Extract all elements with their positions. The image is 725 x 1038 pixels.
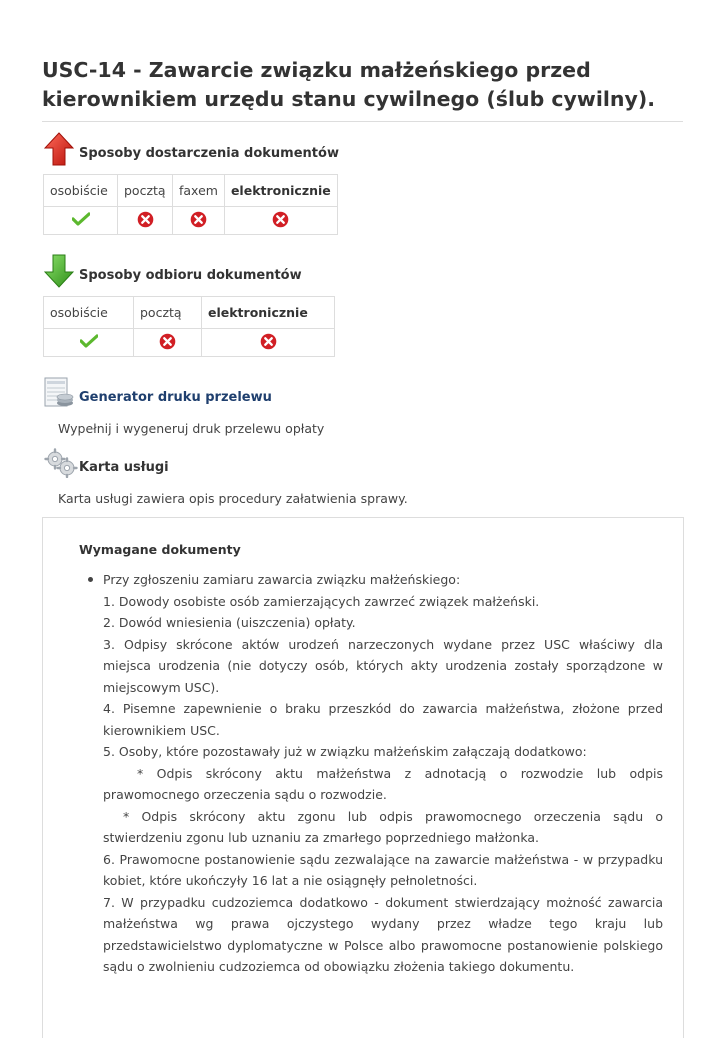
required-documents-heading: Wymagane dokumenty [79, 542, 241, 557]
required-documents-list [103, 569, 663, 978]
list-item: Przy zgłoszeniu zamiaru zawarcia związku małżeńskiego: [103, 569, 663, 591]
list-item: 3. Odpisy skrócone aktów urodzeń narzeczonych wydane przez USC właściwy dla miejsca urodzenia (nie dotyczy osób, których akty urodzenia zostały sporządzone w miejscowym USC). [103, 636, 663, 695]
delivery-col-post: pocztą [118, 175, 173, 207]
form-calculator-icon [44, 377, 74, 413]
check-icon [44, 207, 118, 235]
cross-icon [224, 207, 337, 235]
cross-icon [173, 207, 225, 235]
required-documents-panel [42, 517, 684, 1038]
delivery-col-electronic: elektronicznie [224, 175, 337, 207]
delivery-col-personal: osobiście [44, 175, 118, 207]
pickup-table [43, 296, 335, 357]
list-item: * Odpis skrócony aktu małżeństwa z adnotacją o rozwodzie lub odpis prawomocnego orzeczenia sądu o rozwodzie. [103, 765, 663, 802]
arrow-down-icon [44, 254, 74, 292]
list-item: 4. Pisemne zapewnienie o braku przeszkód do zawarcia małżeństwa, złożone przed kierownikiem USC. [103, 701, 663, 738]
card-heading: Karta usługi [79, 460, 169, 475]
generator-link[interactable]: Generator druku przelewu [79, 390, 272, 405]
pickup-col-personal: osobiście [44, 297, 134, 329]
list-item: 6. Prawomocne postanowienie sądu zezwalające na zawarcie małżeństwa - w przypadku kobiet, które ukończyły 16 lat a nie osiągnęły pełnoletności. [103, 851, 663, 888]
cross-icon [202, 329, 335, 357]
pickup-col-electronic: elektronicznie [202, 297, 335, 329]
arrow-up-icon [44, 132, 74, 170]
cross-icon [118, 207, 173, 235]
list-item: 5. Osoby, które pozostawały już w związku małżeńskim załączają dodatkowo: [103, 744, 587, 759]
list-item: * Odpis skrócony aktu zgonu lub odpis prawomocnego orzeczenia sądu o stwierdzeniu zgonu lub uznaniu za zmarłego poprzedniego małżonka. [103, 808, 663, 845]
pickup-heading: Sposoby odbioru dokumentów [79, 268, 302, 283]
gears-icon [44, 448, 78, 482]
delivery-heading: Sposoby dostarczenia dokumentów [79, 146, 339, 161]
list-item: 7. W przypadku cudzoziemca dodatkowo - dokument stwierdzający możność zawarcia małżeństwa wg prawa ojczystego wydany przez władze tego kraju lub przedstawicielstwo dyplomatyczne w Polsce albo prawomocne postanowienie polskiego sądu o zwolnieniu cudzoziemca od obowiązku złożenia takiego dokumentu. [103, 894, 663, 974]
delivery-col-fax: faxem [173, 175, 225, 207]
generator-description: Wypełnij i wygeneruj druk przelewu opłaty [58, 421, 325, 436]
cross-icon [134, 329, 202, 357]
pickup-col-post: pocztą [134, 297, 202, 329]
page-title: USC-14 - Zawarcie związku małżeńskiego przed kierownikiem urzędu stanu cywilnego (ślub cywilny). [42, 58, 656, 111]
check-icon [44, 329, 134, 357]
list-item: 2. Dowód wniesienia (uiszczenia) opłaty. [103, 615, 356, 630]
list-item: 1. Dowody osobiste osób zamierzających zawrzeć związek małżeński. [103, 593, 540, 609]
title-divider [42, 121, 683, 122]
card-description: Karta usługi zawiera opis procedury załatwienia sprawy. [58, 491, 408, 506]
delivery-table [43, 174, 338, 235]
